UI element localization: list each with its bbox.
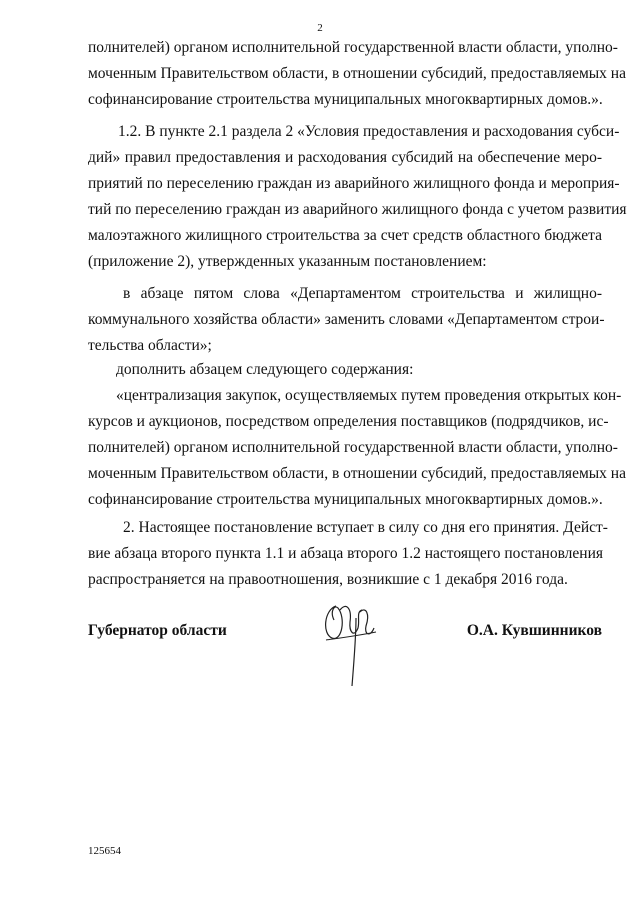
text-line: в абзаце пятом слова «Департаментом строительства и жилищно- xyxy=(123,285,602,302)
text-line: полнителей) органом исполнительной государственной власти области, уполно- xyxy=(88,439,618,456)
text-line: полнителей) органом исполнительной государственной власти области, уполно- xyxy=(88,39,618,56)
text-line: моченным Правительством области, в отношении субсидий, предоставляемых на xyxy=(88,65,626,82)
signatory-title: Губернатор области xyxy=(88,622,227,639)
signatory-name: О.А. Кувшинников xyxy=(466,622,602,639)
text-line: вие абзаца второго пункта 1.1 и абзаца второго 1.2 настоящего постановления xyxy=(88,545,604,562)
text-line: коммунального хозяйства области» заменить словами «Департаментом строи- xyxy=(88,311,605,328)
text-line: малоэтажного жилищного строительства за счет средств областного бюджета xyxy=(88,227,602,244)
text-line: (приложение 2), утвержденных указанным постановлением: xyxy=(88,253,487,270)
text-line: тельства области»; xyxy=(88,337,212,354)
text-line: тий по переселению граждан из аварийного жилищного фонда с учетом развития xyxy=(88,201,627,218)
document-code: 125654 xyxy=(88,845,121,857)
text-line: моченным Правительством области, в отношении субсидий, предоставляемых на xyxy=(88,465,626,482)
text-line: 2. Настоящее постановление вступает в силу со дня его принятия. Дейст- xyxy=(123,519,608,536)
text-line: дий» правил предоставления и расходования субсидий на обеспечение меро- xyxy=(88,149,602,166)
text-line: софинансирование строительства муниципальных многоквартирных домов.». xyxy=(88,491,603,508)
text-line: софинансирование строительства муниципальных многоквартирных домов.». xyxy=(88,91,603,108)
handwritten-signature xyxy=(316,598,386,688)
text-line: курсов и аукционов, посредством определения поставщиков (подрядчиков, ис- xyxy=(88,413,609,430)
text-line: приятий по переселению граждан из аварийного жилищного фонда и мероприя- xyxy=(88,175,620,192)
page-number: 2 xyxy=(317,22,323,34)
text-line: распространяется на правоотношения, возникшие с 1 декабря 2016 года. xyxy=(88,571,568,588)
text-line: «централизация закупок, осуществляемых путем проведения открытых кон- xyxy=(116,387,622,404)
text-line: дополнить абзацем следующего содержания: xyxy=(116,361,414,378)
text-line: 1.2. В пункте 2.1 раздела 2 «Условия предоставления и расходования субси- xyxy=(118,123,620,140)
